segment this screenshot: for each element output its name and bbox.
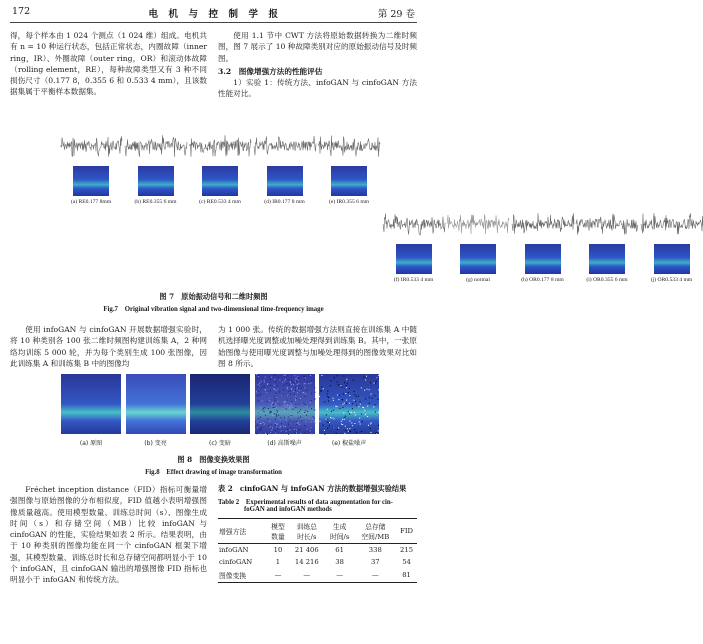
fig7-panel-label: (d) IR0.177 8 mm <box>264 199 305 205</box>
figure-8 <box>60 374 380 452</box>
table-cell: — <box>371 571 379 579</box>
fig8-panel <box>318 374 380 452</box>
left-top-paragraph <box>10 30 207 98</box>
th-text: 训练总 <box>296 523 317 531</box>
right-top-para1: 使用 1.1 节中 CWT 方法将原始数据转换为二维时频图，图 7 展示了 10 种故障类别对应的原始振动信号及时频图。 <box>218 31 417 63</box>
vibration-signal <box>125 133 187 159</box>
table2-title-en-2: foGAN and infoGAN methods <box>244 506 332 513</box>
fig7-panel <box>576 211 638 285</box>
fig7-panel-label: (g) normal <box>466 277 490 283</box>
header-rule <box>10 22 417 23</box>
fig7-panel <box>318 133 380 207</box>
fig7-panel <box>512 211 574 285</box>
fig8-panel-label: (c) 变暗 <box>209 440 231 447</box>
time-frequency-image <box>525 244 561 274</box>
transformed-image <box>126 374 186 434</box>
th-text: 时间/s <box>329 533 350 541</box>
fig7-caption-cn: 图 7 原始振动信号和二维时频图 <box>159 292 268 301</box>
table-cell: — <box>336 571 344 579</box>
time-frequency-image <box>589 244 625 274</box>
vibration-signal <box>60 133 122 159</box>
bottom-left-paragraph: Fréchet inception distance（FID）指标可衡量增强图像与原始图像的分布相似度，FID 值越小表明增强图像质量越高。使用模型数量、训练总时间（s）、图像生成时间（s）和存储空间（MB）比较 infoGAN 与 cinfoGAN 的性能，实验结果如表 2 所示。结果表明，由于 10 种类别的图像均能在同一个 cinfoGAN 框架下增强，其模型数量、训练总时长和总存储空间都明显小于 10 个 infoGAN，且 cinfoGAN 输出的增强图像 FID 指标也明显小于 infoGAN 和传统方法。 <box>10 485 207 585</box>
time-frequency-image <box>396 244 432 274</box>
fig7-panel-label: (i) OR0.355 6 mm <box>586 277 628 283</box>
right-top-block <box>218 30 417 100</box>
table-header-row <box>218 519 417 544</box>
fig7-row-1 <box>60 133 380 207</box>
table-row <box>218 556 417 568</box>
volume-label: 第 29 卷 <box>377 9 415 20</box>
fig8-panel <box>254 374 316 452</box>
table2-title-en-1: Table 2 Experimental results of data augmentation for cin- <box>218 499 393 506</box>
time-frequency-image <box>460 244 496 274</box>
fig7-panel <box>60 133 122 207</box>
table-cell: 38 <box>335 558 344 566</box>
fig8-panel-label: (d) 高斯噪声 <box>267 440 302 447</box>
table-row <box>218 544 417 557</box>
table-cell: cinfoGAN <box>219 558 253 566</box>
time-frequency-image <box>267 166 303 196</box>
fig8-caption-en: Fig.8 Effect drawing of image transformation <box>145 469 282 476</box>
transformed-image <box>61 374 121 434</box>
fig7-panel-label: (h) OR0.177 8 mm <box>521 277 564 283</box>
fig8-panel <box>125 374 187 452</box>
transformed-image <box>319 374 379 434</box>
th-train-time <box>289 519 325 544</box>
fig7-panel-label: (a) RE0.177 8mm <box>70 199 112 205</box>
fig8-panel-label: (e) 椒盐噪声 <box>331 440 367 447</box>
table-cell: 21 406 <box>294 546 319 554</box>
journal-title: 电 机 与 控 制 学 报 <box>148 9 279 20</box>
table2-title-cn: 表 2 cinfoGAN 与 infoGAN 方法的数据增强实验结果 <box>218 484 407 493</box>
table-cell: 图像变换 <box>219 572 247 580</box>
th-method: 增强方法 <box>219 528 247 536</box>
time-frequency-image <box>73 166 109 196</box>
th-text: 模型 <box>271 523 285 531</box>
middle-left-paragraph: 使用 infoGAN 与 cinfoGAN 开展数据增强实验时，将 10 种类别各 100 张二维时频图构建训练集 A，2 种网络均训练 5 000 轮，并为每个类别生成 100 张图像，因此训练集 A 和训练集 B 中的图像均 <box>10 325 207 368</box>
left-top-text: 得，每个样本由 1 024 个测点（1 024 维）组成。电机共有 n = 10 种运行状态，包括正常状态，内圈故障（inner ring，IR）、外圈故障（outer ring，OR）和滚动体故障（rolling element，RE），每种故障类型又有 3 种不同损伤尺寸（0.177 8，0.355 6 和 0.533 4 mm），且该数据集属于平衡样本数据集。 <box>10 31 207 97</box>
th-fid: FID <box>400 527 413 535</box>
vibration-signal <box>447 211 509 237</box>
table-cell: — <box>303 571 311 579</box>
table-cell: infoGAN <box>219 546 249 554</box>
transformed-image <box>255 374 315 434</box>
fig7-panel <box>641 211 703 285</box>
table-cell: 61 <box>335 546 344 554</box>
figure-7 <box>60 133 693 285</box>
transformed-image <box>190 374 250 434</box>
vibration-signal <box>318 133 380 159</box>
table-2-block <box>218 484 417 583</box>
fig7-panel-label: (f) IR0.533 4 mm <box>393 277 434 283</box>
table-row <box>218 568 417 583</box>
middle-right-paragraph: 为 1 000 张。传统的数据增强方法则直接在训练集 A 中随机选择曝光度调整或加噪处理得到训练集 B。其中，一张原始图像与使用曝光度调整与加噪处理得到的图像效果对比如图 8 所示。 <box>218 325 417 368</box>
th-gen-time <box>325 519 355 544</box>
table-cell: — <box>274 571 282 579</box>
table-cell: 10 <box>273 546 283 554</box>
fig7-panel <box>189 133 251 207</box>
fig7-row-2 <box>60 211 693 285</box>
right-top-para2: 1）实验 1：传统方法、infoGAN 与 cinfoGAN 方法性能对比。 <box>218 78 417 99</box>
table-cell: 338 <box>368 546 382 554</box>
time-frequency-image <box>138 166 174 196</box>
fig7-panel <box>447 211 509 285</box>
th-text: 空间/MB <box>361 533 390 541</box>
page-number: 172 <box>12 6 31 17</box>
th-text: 总存储 <box>365 523 386 531</box>
vibration-signal <box>512 211 574 237</box>
table-cell: 14 216 <box>294 558 319 566</box>
fig7-caption-en: Fig.7 Original vibration signal and two-dimensional time-frequency image <box>103 306 324 313</box>
th-text: 数量 <box>271 533 285 541</box>
time-frequency-image <box>654 244 690 274</box>
vibration-signal <box>254 133 316 159</box>
fig8-panel-label: (a) 原图 <box>79 440 103 447</box>
table-cell: 37 <box>370 558 380 566</box>
fig8-panel-label: (b) 变亮 <box>144 440 167 447</box>
table-cell: 215 <box>400 546 414 554</box>
fig7-panel-label: (b) RE0.355 6 mm <box>134 199 177 205</box>
fig8-panel <box>189 374 251 452</box>
vibration-signal <box>576 211 638 237</box>
th-model-count <box>267 519 289 544</box>
section-heading: 3.2 图像增强方法的性能评估 <box>218 66 323 76</box>
time-frequency-image <box>202 166 238 196</box>
th-text: 时长/s <box>297 533 317 541</box>
time-frequency-image <box>331 166 367 196</box>
vibration-signal <box>641 211 703 237</box>
vibration-signal <box>189 133 251 159</box>
fig7-panel-label: (e) IR0.355 6 mm <box>328 199 370 205</box>
fig8-panel <box>60 374 122 452</box>
table-cell: 1 <box>275 558 281 566</box>
th-text: 生成 <box>332 523 347 531</box>
fig7-panel <box>254 133 316 207</box>
th-storage <box>355 519 397 544</box>
table-2 <box>218 518 417 583</box>
table-cell: 81 <box>402 571 411 579</box>
table-cell: 54 <box>402 558 411 566</box>
fig7-panel <box>383 211 445 285</box>
fig7-panel <box>125 133 187 207</box>
fig7-panel-label: (j) OR0.533 4 mm <box>650 277 693 283</box>
vibration-signal <box>383 211 445 237</box>
fig8-caption-cn: 图 8 图像变换效果图 <box>177 455 250 464</box>
fig7-panel-label: (c) RE0.533 4 mm <box>199 199 241 205</box>
